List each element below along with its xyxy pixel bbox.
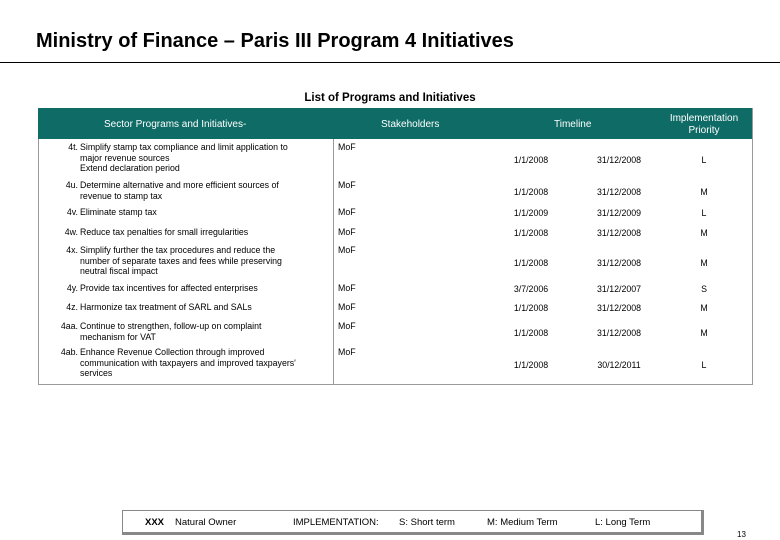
title-divider — [0, 62, 780, 63]
initiative-description — [80, 207, 330, 218]
priority: S — [701, 284, 707, 294]
start-date: 1/1/2008 — [513, 154, 549, 165]
priority: L — [701, 154, 707, 165]
priority: M — [700, 228, 708, 238]
start-date: 1/1/2008 — [513, 359, 549, 370]
description-line: mechanism for VAT — [80, 331, 156, 342]
description-line: revenue to stamp tax — [80, 190, 163, 201]
start-date: 1/1/2008 — [513, 328, 549, 339]
legend-symbol: XXX — [145, 517, 165, 528]
header-sector: Sector Programs and Initiatives- — [104, 119, 247, 130]
header-stakeholders: Stakeholders — [381, 119, 440, 130]
initiative-code: 4u. — [65, 180, 78, 190]
priority: L — [701, 359, 707, 370]
legend-short-term: S: Short term — [399, 517, 455, 528]
legend-implementation: IMPLEMENTATION: — [293, 517, 379, 528]
initiative-code: 4v. — [66, 207, 78, 217]
legend-box — [122, 510, 704, 535]
initiative-code: 4aa. — [60, 321, 78, 331]
description-line: major revenue sources — [80, 152, 170, 163]
stakeholder: MoF — [338, 347, 356, 357]
legend-long-term: L: Long Term — [595, 517, 651, 528]
stakeholder: MoF — [338, 227, 356, 237]
priority: M — [700, 328, 708, 339]
initiative-description — [80, 245, 330, 277]
header-priority-line1: Implementation — [669, 113, 739, 124]
end-date: 31/12/2008 — [596, 187, 642, 198]
grid-line-stakeholders — [333, 139, 334, 384]
initiative-code: 4y. — [66, 283, 78, 293]
initiative-code: 4z. — [66, 302, 78, 312]
end-date: 30/12/2011 — [597, 359, 641, 370]
start-date: 1/1/2008 — [513, 187, 549, 198]
initiative-description — [80, 283, 330, 294]
end-date: 31/12/2008 — [596, 154, 642, 165]
stakeholder: MoF — [338, 245, 356, 255]
description-line: Provide tax incentives for affected enterprises — [80, 283, 258, 293]
legend-medium-term: M: Medium Term — [487, 517, 558, 528]
priority: L — [701, 208, 707, 218]
description-line: Extend declaration period — [80, 163, 180, 173]
legend-owner: Natural Owner — [175, 517, 237, 528]
start-date: 1/1/2008 — [513, 303, 549, 313]
description-line: Continue to strengthen, follow-up on complaint — [80, 321, 262, 331]
description-line: Simplify further the tax procedures and reduce the — [80, 245, 276, 255]
description-line: Enhance Revenue Collection through improved — [80, 347, 265, 357]
stakeholder: MoF — [338, 180, 356, 190]
stakeholder: MoF — [338, 302, 356, 312]
end-date: 31/12/2009 — [596, 208, 642, 218]
end-date: 31/12/2008 — [596, 328, 642, 339]
description-line: Determine alternative and more efficient sources of — [80, 180, 279, 190]
start-date: 1/1/2008 — [513, 228, 549, 238]
table-header — [38, 108, 752, 139]
initiative-code: 4x. — [66, 245, 78, 255]
header-priority — [664, 113, 744, 137]
initiative-description — [80, 142, 330, 174]
description-line: Eliminate stamp tax — [80, 207, 157, 217]
priority: M — [700, 187, 708, 198]
initiative-description — [80, 180, 330, 201]
page-number: 13 — [737, 530, 746, 539]
stakeholder: MoF — [338, 207, 356, 217]
start-date: 1/1/2008 — [513, 257, 549, 268]
initiative-code: 4t. — [68, 142, 78, 152]
end-date: 31/12/2008 — [596, 303, 642, 313]
page-title: Ministry of Finance – Paris III Program 4 Initiatives — [36, 30, 514, 52]
description-line: Simplify stamp tax compliance and limit application to — [80, 142, 288, 152]
description-line: neutral fiscal impact — [80, 266, 158, 276]
end-date: 31/12/2007 — [596, 284, 642, 294]
table-caption: List of Programs and Initiatives — [304, 92, 476, 104]
description-line: Reduce tax penalties for small irregularities — [80, 227, 249, 237]
initiative-code: 4ab. — [60, 347, 78, 357]
initiative-description — [80, 302, 330, 313]
description-line: Harmonize tax treatment of SARL and SALs — [80, 302, 252, 312]
start-date: 1/1/2009 — [513, 208, 549, 218]
priority: M — [700, 303, 708, 313]
start-date: 3/7/2006 — [513, 284, 549, 294]
description-line: number of separate taxes and fees while preserving — [80, 255, 282, 266]
header-priority-line2: Priority — [688, 125, 720, 136]
initiative-description — [80, 321, 330, 342]
description-line: services — [80, 368, 113, 378]
description-line: communication with taxpayers and improved taxpayers' — [80, 357, 296, 368]
initiative-description — [80, 227, 330, 238]
priority: M — [700, 257, 708, 268]
stakeholder: MoF — [338, 283, 356, 293]
stakeholder: MoF — [338, 321, 356, 331]
end-date: 31/12/2008 — [596, 257, 642, 268]
initiatives-table — [38, 108, 753, 385]
header-timeline: Timeline — [554, 119, 592, 130]
end-date: 31/12/2008 — [596, 228, 642, 238]
initiative-description — [80, 347, 330, 379]
stakeholder: MoF — [338, 142, 356, 152]
initiative-code: 4w. — [64, 227, 78, 237]
